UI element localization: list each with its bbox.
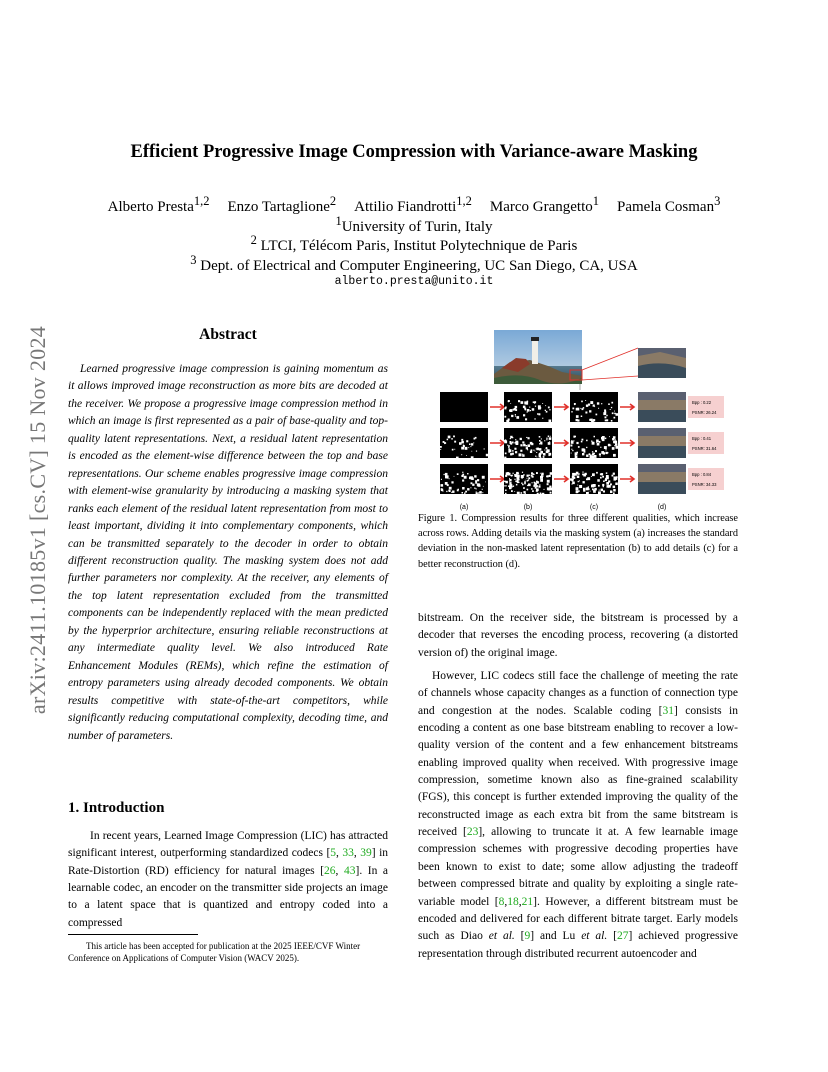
affiliation-1: $^1$University of Turin, Italy: [335, 214, 493, 235]
author-affiliation-mark: 1: [592, 194, 600, 208]
citation-link[interactable]: 26: [324, 864, 336, 877]
introduction-paragraph: In recent years, Learned Image Compression (LIC) has attracted significant interest, outperforming standardized codecs [5, 33, 39] in Rate-Distortion (RD) efficiency for natural images [26, 43]. In a learnable codec, an encoder on the transmitter side projects an image to a latent space that is quantized and entropy coded into a compressed: [68, 830, 389, 929]
figure-1-graphic: [430, 328, 730, 514]
figure-1-caption: Figure 1. Compression results for three different qualities, which increase across rows. Adding details via the masking system (a) increases the standard deviation in the non-masked latent representation (b) to add details (c) for a better reconstruction (d).: [418, 513, 738, 570]
citation-link[interactable]: 33: [342, 847, 354, 860]
citation-link[interactable]: 8: [498, 895, 505, 908]
citation-link[interactable]: 31: [662, 704, 674, 717]
arrow-icon: [554, 404, 568, 410]
abstract-text: Learned progressive image compression is gaining momentum as it allows improved image reconstruction as more bits are decoded at the receiver. We propose a progressive image compression method in which an image is first represented as a pair of base-quality and top-quality latent representations. Next, a residual latent representation is encoded as the element-wise difference between the top and base representations. Our scheme enables progressive image compression with element-wise granularity by introducing a masking system that ranks each element of the residual latent representation from most to least important, dividing it into complementary components, which can be transmitted separately to the decoder in order to obtain different reconstruction quality. The masking system does not add further parameters nor complexity. At the receiver, any elements of the top latent representation excluded from the transmitted components can be independently replaced with the mean predicted by the hyperprior architecture, ensuring reliable reconstructions at any intermediate quality level. We also introduced Rate Enhancement Modules (REMs), which refine the estimation of entropy parameters using already decoded components. We obtain results competitive with state-of-the-art competitors, while significantly reducing computational complexity, decoding time, and number of parameters.: [68, 363, 388, 742]
citation-link[interactable]: 39: [360, 847, 372, 860]
std-panel: [504, 392, 552, 422]
arrow-icon: [490, 476, 504, 482]
author-affiliation-mark: 2: [329, 194, 337, 208]
arrow-icon: [490, 404, 504, 410]
author-affiliation-mark: 1,2: [456, 194, 472, 208]
citation-link[interactable]: 5: [330, 847, 337, 860]
bpp-label: Bpp : 0.41: [692, 436, 712, 441]
author-name: Marco Grangetto$^1$: [489, 194, 600, 215]
author-affiliation-mark: 3: [714, 194, 721, 208]
arrow-icon: [620, 440, 634, 446]
citation-link[interactable]: 21: [521, 895, 534, 908]
panel-label: (d): [657, 504, 667, 511]
psnr-label: PSNR: 26.24: [692, 410, 717, 415]
citation-link[interactable]: 23: [466, 826, 479, 839]
arrow-icon: [620, 404, 634, 410]
author-name: Alberto Presta$^{1,2}$: [107, 194, 210, 215]
footnote-rule: [68, 934, 198, 935]
footnote: This article has been accepted for publication at the 2025 IEEE/CVF Winter Conference on Applications of Computer Vision (WACV 2025).: [68, 941, 361, 964]
arrow-icon: [554, 440, 568, 446]
affiliation-3: $^3$ Dept. of Electrical and Computer Engineering, UC San Diego, CA, USA: [190, 253, 638, 274]
mask-panel: [440, 428, 488, 458]
arrow-icon: [554, 476, 568, 482]
arrow-icon: [490, 440, 504, 446]
arrow-icon: [620, 476, 634, 482]
emphasis: et al.: [581, 930, 608, 943]
contact-email[interactable]: alberto.presta@unito.it: [334, 275, 494, 288]
paragraph-scalability: However, LIC codecs still face the challenge of meeting the rate of channels whose capacity changes as a function of connection type and congestion at the nodes. Scalable coding [31] consists in encoding a content as one base bitstream enabling to recover a low-quality version of the content and a few enhancement bitstreams enabling improved quality when received. With progressive image compression, sometime known also as fine-grained scalability (FGS), this concept is further extended improving the quality of the reconstructed image as each extra bit from the same bitstream is received [23], allowing to truncate it at. A few learnable image compression schemes with progressive decoding properties have been known to exist to date; some allow adjusting the tradeoff between compressed bitrate and quality by exploiting a single rate-variable model [8,18,21]. However, a different bitstream must be encoded and delivered for each different bitrate target. Early models such as Diao et al. [9] and Lu et al. [27] achieved progressive representation through distributed recurrent autoencoder and: [418, 670, 738, 960]
right-column-text: [418, 610, 738, 963]
affiliation-2: $^2$ LTCI, Télécom Paris, Institut Polytechnique de Paris: [250, 233, 578, 254]
citation-link[interactable]: 43: [343, 864, 356, 877]
citation-link[interactable]: 9: [524, 930, 531, 943]
psnr-label: PSNR: 34.33: [692, 482, 717, 487]
section-heading-introduction: 1. Introduction: [68, 800, 165, 816]
author-affiliation-mark: 1,2: [193, 194, 210, 208]
author-name: Enzo Tartaglione$^2$: [227, 194, 337, 215]
arxiv-identifier: arXiv:2411.10185v1 [cs.CV] 15 Nov 2024: [25, 325, 50, 715]
bpp-label: Bpp : 0.84: [692, 472, 712, 477]
abstract-heading: Abstract: [199, 326, 257, 343]
psnr-label: PSNR: 31.64: [692, 446, 717, 451]
panel-label: (b): [523, 504, 533, 511]
citation-link[interactable]: 27: [616, 930, 629, 943]
original-photo: [494, 330, 582, 384]
mask-panel: [440, 392, 488, 422]
panel-label: (a): [459, 504, 469, 511]
panel-label: (c): [589, 504, 599, 511]
author-name: Pamela Cosman$^3$: [617, 194, 721, 215]
paper-title: Efficient Progressive Image Compression with Variance-aware Masking: [130, 142, 698, 162]
author-name: Attilio Fiandrotti$^{1,2}$: [354, 194, 472, 215]
figure-1: [430, 328, 730, 514]
author-list: [0, 194, 828, 216]
paragraph-bitstream: bitstream. On the receiver side, the bitstream is processed by a decoder that reverses the encoding process, recovering (a distorted version of) the original image.: [418, 612, 738, 659]
emphasis: et al.: [488, 930, 515, 943]
zoomed-crop: [638, 348, 686, 378]
bpp-label: Bpp : 0.22: [692, 400, 712, 405]
citation-link[interactable]: 18: [507, 895, 519, 908]
